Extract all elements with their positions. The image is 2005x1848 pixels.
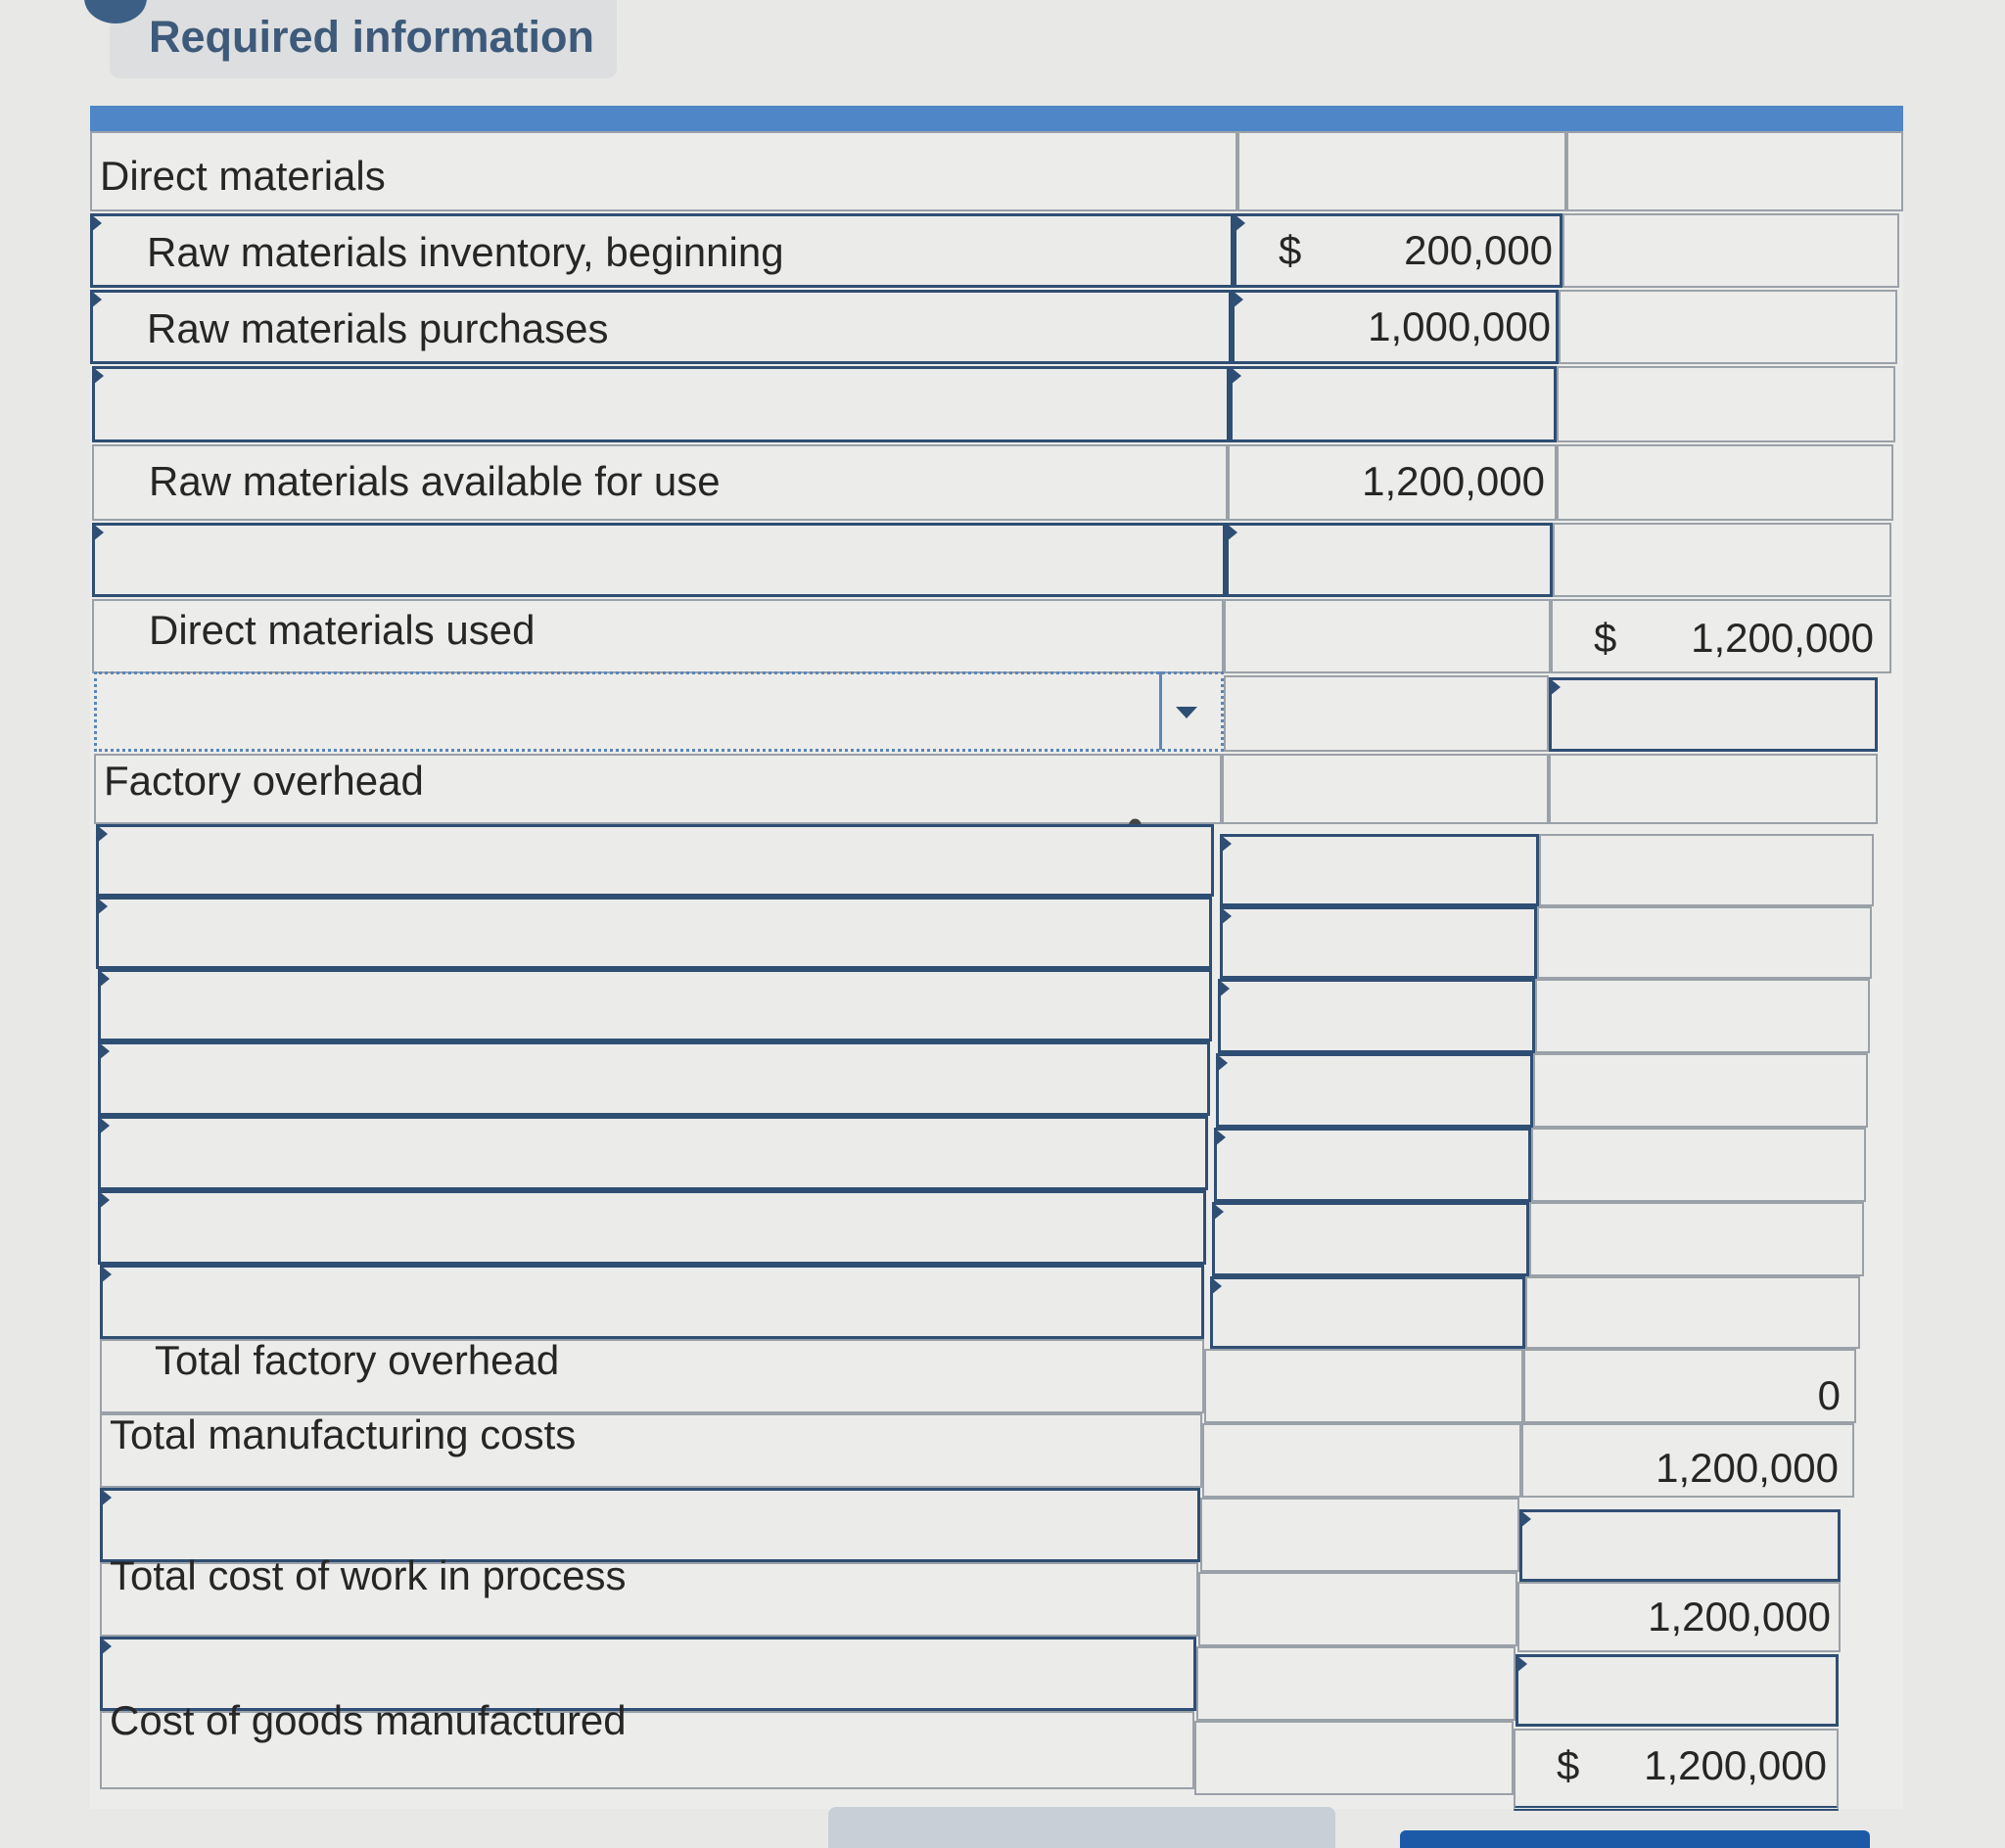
- blank-mid-cell-4: [1200, 1498, 1519, 1572]
- blank-right-cell-2: [1553, 523, 1891, 597]
- overhead-label-input-2[interactable]: [96, 897, 1212, 969]
- overhead-amount-input-7[interactable]: [1210, 1276, 1525, 1349]
- total-factory-overhead-label: Total factory overhead: [155, 1337, 560, 1383]
- overhead-label-input-4[interactable]: [98, 1041, 1210, 1116]
- rm-purchases-amount: 1,000,000: [1368, 303, 1551, 349]
- page-title: Required information: [149, 12, 595, 62]
- blank-amount-input-5[interactable]: [1515, 1654, 1839, 1727]
- factory-overhead-heading: Factory overhead: [104, 758, 424, 804]
- blank-right-cell-1: [1557, 366, 1895, 442]
- overhead-right-cell-4: [1533, 1053, 1868, 1128]
- overhead-right-cell-6: [1529, 1202, 1864, 1276]
- rm-purchases-right-cell: [1559, 290, 1897, 364]
- dm-used-mid-cell: [1224, 599, 1551, 673]
- rm-available-amount: 1,200,000: [1362, 458, 1545, 504]
- overhead-right-cell-3: [1535, 979, 1870, 1053]
- factory-overhead-mid-cell: [1222, 754, 1549, 824]
- factory-overhead-right-cell: [1549, 754, 1878, 824]
- overhead-label-input-3[interactable]: [98, 969, 1212, 1041]
- direct-materials-heading: Direct materials: [100, 153, 386, 199]
- currency-symbol: $: [1279, 227, 1302, 273]
- rm-beginning-label: Raw materials inventory, beginning: [147, 229, 784, 275]
- rm-beginning-right-cell: [1562, 213, 1899, 288]
- row-direct-materials-right-cell: [1566, 131, 1903, 211]
- total-factory-overhead-mid-cell: [1204, 1349, 1523, 1423]
- overhead-right-cell-2: [1537, 906, 1872, 979]
- overhead-amount-input-6[interactable]: [1212, 1202, 1529, 1276]
- total-wip-mid-cell: [1198, 1572, 1517, 1646]
- previous-button[interactable]: [828, 1807, 1335, 1848]
- rm-beginning-amount: 200,000: [1404, 227, 1553, 273]
- blank-amount-input-1[interactable]: [1230, 366, 1557, 442]
- total-wip-amount: 1,200,000: [1648, 1594, 1831, 1640]
- overhead-amount-input-2[interactable]: [1220, 906, 1537, 979]
- blank-label-input-4[interactable]: [100, 1488, 1200, 1562]
- blank-mid-cell-5: [1196, 1646, 1515, 1721]
- chevron-down-icon[interactable]: [1159, 671, 1209, 750]
- dm-used-amount: 1,200,000: [1691, 615, 1874, 661]
- overhead-amount-input-5[interactable]: [1214, 1128, 1531, 1202]
- blank-label-input-1[interactable]: [92, 366, 1230, 442]
- dropdown-mid-cell: [1224, 675, 1549, 752]
- next-button[interactable]: [1400, 1830, 1870, 1848]
- overhead-label-input-6[interactable]: [98, 1190, 1206, 1265]
- rm-purchases-label: Raw materials purchases: [147, 305, 609, 351]
- currency-symbol: $: [1594, 615, 1617, 661]
- rm-available-label: Raw materials available for use: [149, 458, 721, 504]
- total-manufacturing-costs-label: Total manufacturing costs: [110, 1411, 577, 1457]
- currency-symbol: $: [1557, 1742, 1580, 1788]
- rm-available-right-cell: [1557, 444, 1893, 521]
- dm-used-label: Direct materials used: [149, 607, 536, 653]
- overhead-label-input-5[interactable]: [98, 1116, 1208, 1190]
- total-wip-label: Total cost of work in process: [110, 1552, 627, 1598]
- row-direct-materials-mid-cell: [1237, 131, 1566, 211]
- total-factory-overhead-amount: 0: [1817, 1372, 1841, 1418]
- worksheet-header-bar: [90, 106, 1903, 131]
- blank-amount-input-4[interactable]: [1519, 1509, 1841, 1582]
- total-manufacturing-costs-amount: 1,200,000: [1655, 1445, 1839, 1491]
- cogm-mid-cell: [1194, 1721, 1514, 1795]
- overhead-label-input-1[interactable]: [96, 824, 1214, 897]
- blank-label-input-2[interactable]: [92, 523, 1226, 597]
- overhead-amount-input-1[interactable]: [1220, 834, 1539, 906]
- overhead-amount-input-4[interactable]: [1216, 1053, 1533, 1128]
- blank-amount-input-3[interactable]: [1549, 677, 1878, 752]
- cogm-amount: 1,200,000: [1644, 1742, 1827, 1788]
- overhead-amount-input-3[interactable]: [1218, 979, 1535, 1053]
- overhead-right-cell-5: [1531, 1128, 1866, 1202]
- overhead-right-cell-1: [1539, 834, 1874, 906]
- total-manufacturing-costs-mid-cell: [1202, 1423, 1521, 1498]
- overhead-label-input-7[interactable]: [100, 1265, 1204, 1339]
- blank-amount-input-2[interactable]: [1226, 523, 1553, 597]
- cogm-label: Cost of goods manufactured: [110, 1697, 627, 1743]
- account-select-dropdown[interactable]: [94, 671, 1224, 752]
- overhead-right-cell-7: [1525, 1276, 1860, 1349]
